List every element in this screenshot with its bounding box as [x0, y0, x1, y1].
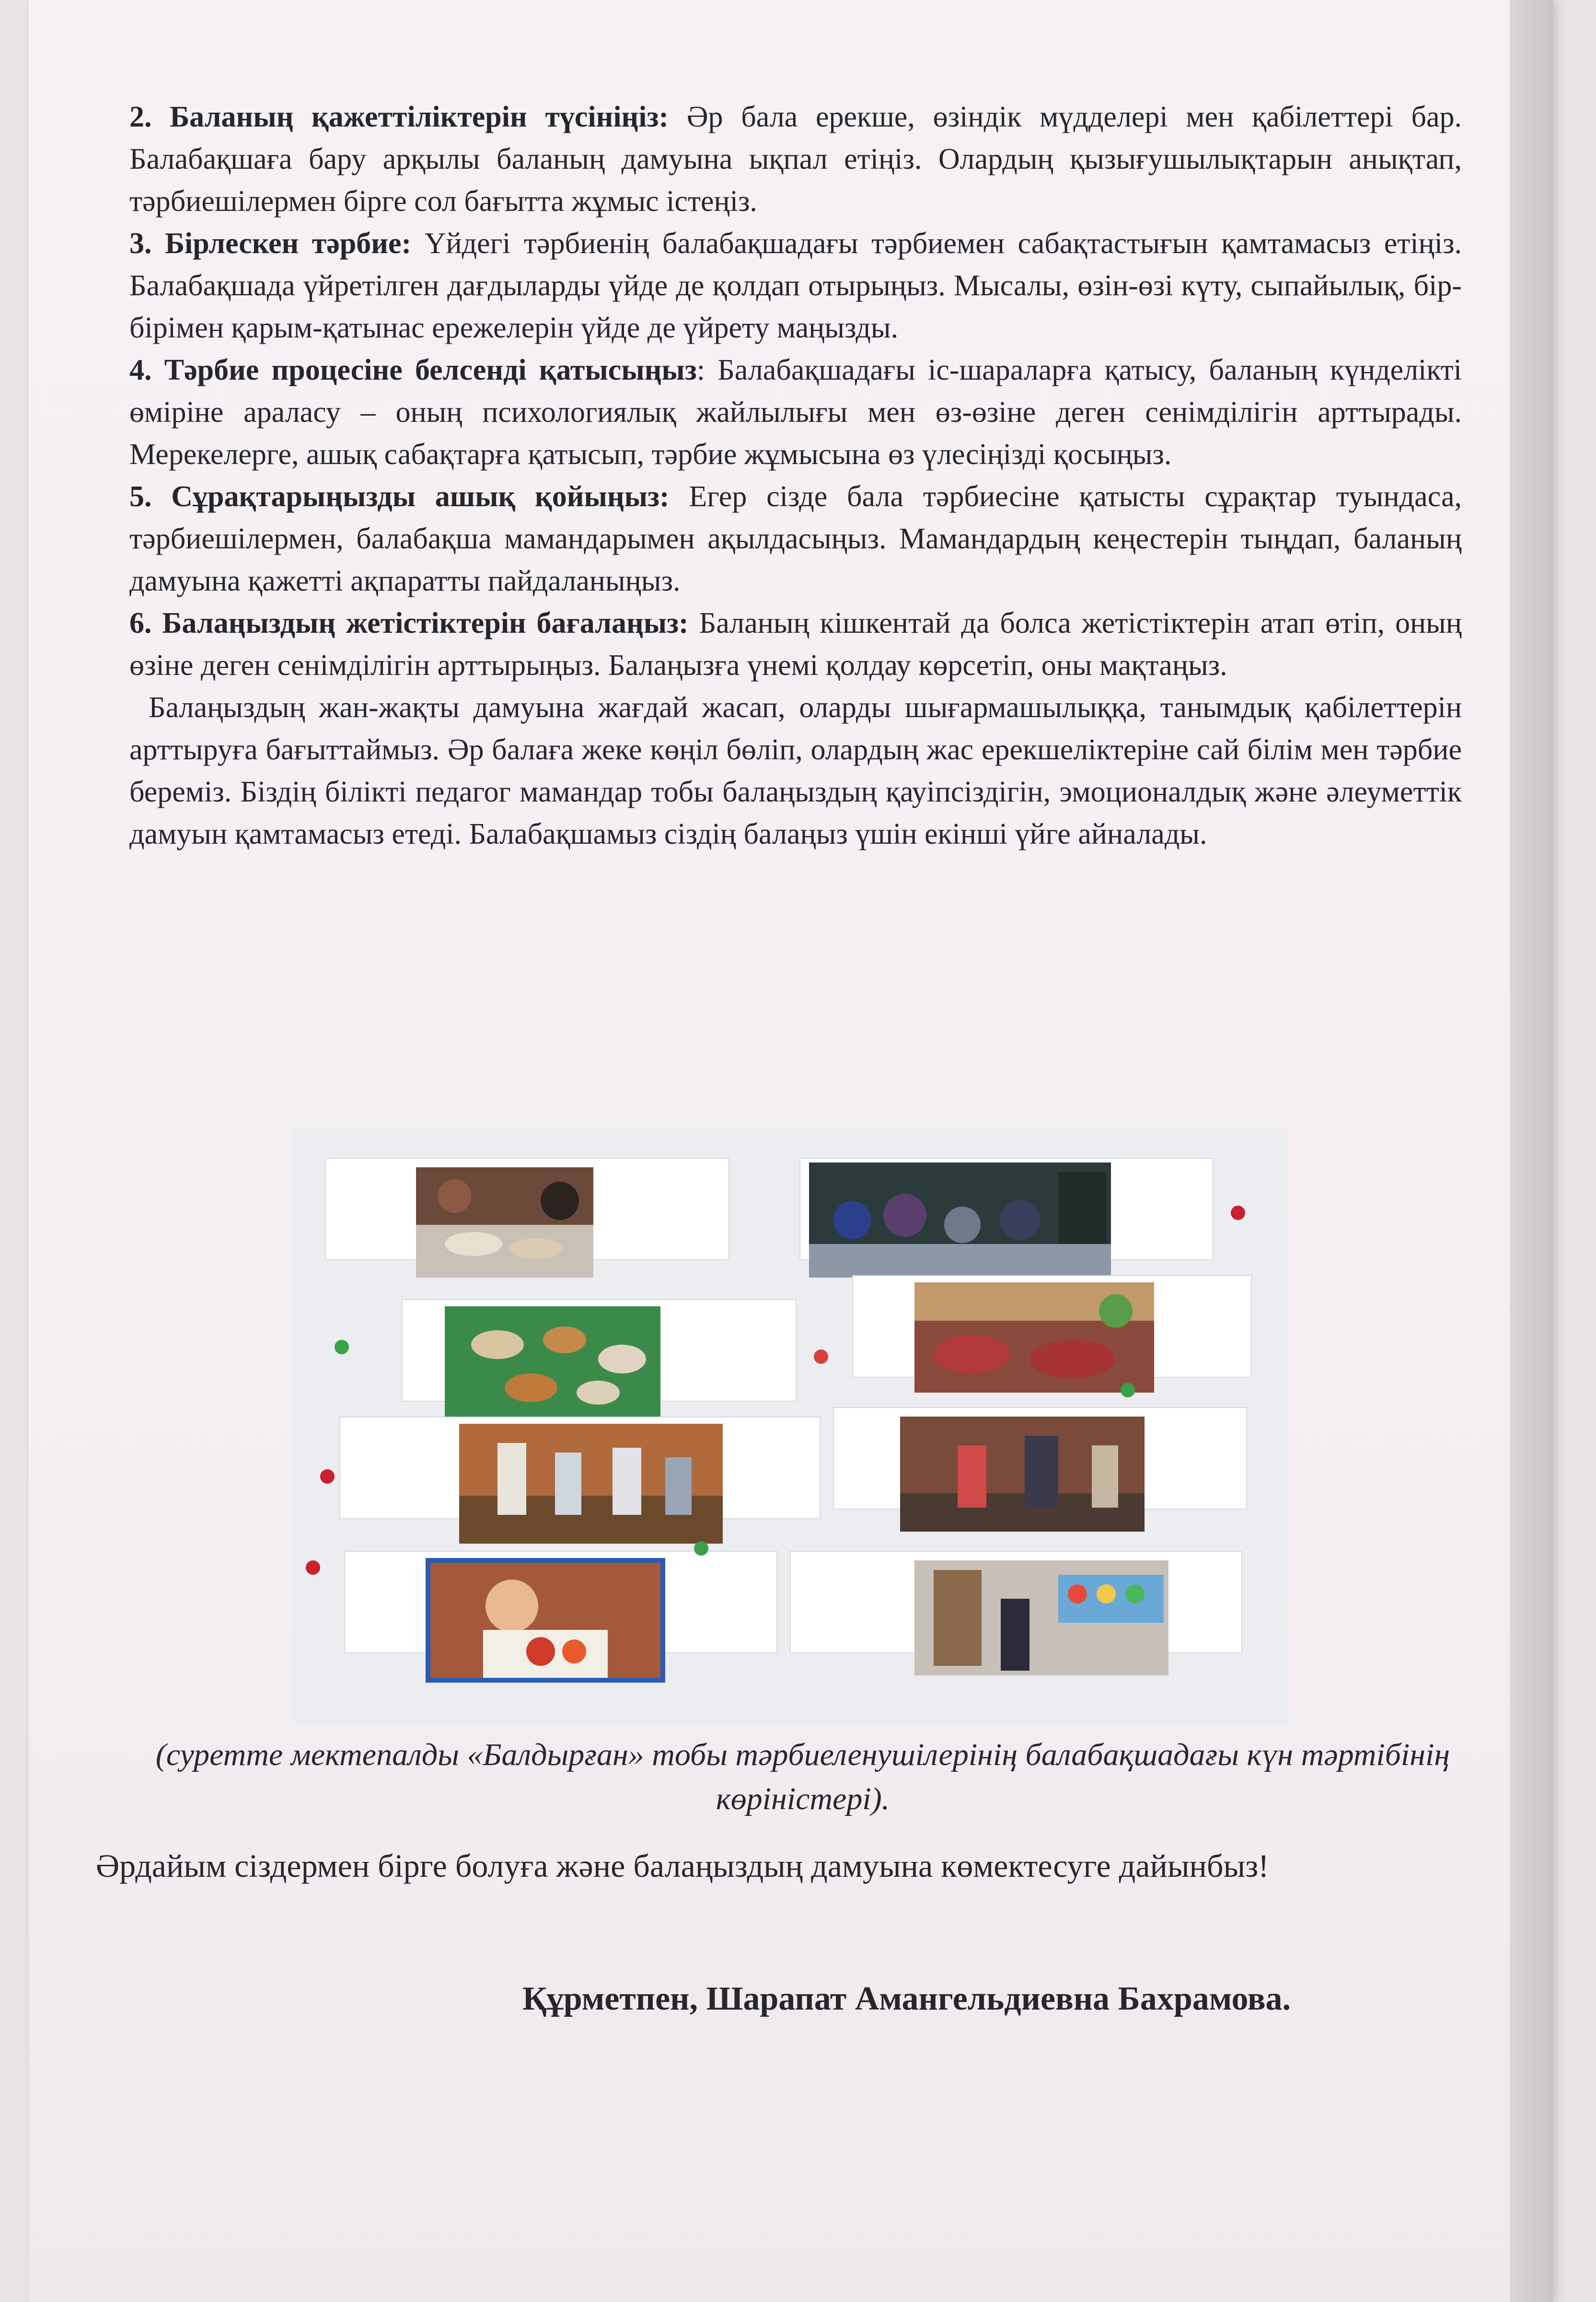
- decorative-dot: [814, 1349, 828, 1364]
- closing-sentence: Әрдайым сіздермен бірге болуға және балаңыздың дамуына көмектесуге дайынбыз!: [96, 1848, 1269, 1884]
- children-in-hallway-photo: [914, 1560, 1168, 1675]
- paragraph-lead: 3. Бірлескен тәрбие:: [129, 227, 412, 260]
- signature-line: Құрметпен, Шарапат Амангельдиевна Бахрамова.: [522, 1980, 1291, 2017]
- decorative-dot: [335, 1340, 349, 1354]
- paragraph-body: Баланың кішкентай да болса жетістіктерін атап өтіп, оның өзіне деген сенімділігін арттырыңыз. Балаңызға үнемі қолдау көрсетіп, оны мақтаңыз.: [129, 607, 1462, 682]
- children-playing-photo: [900, 1417, 1145, 1532]
- decorative-dot: [694, 1541, 708, 1556]
- photo-collage: [291, 1129, 1288, 1723]
- paragraph-lead: 4. Тәрбие процесіне белсенді қатысыңыз: [129, 354, 697, 386]
- dining-room-photo: [914, 1282, 1154, 1393]
- decorative-dot: [306, 1560, 320, 1575]
- decorative-dot: [1231, 1206, 1245, 1220]
- decorative-dot: [1121, 1383, 1135, 1397]
- child-with-drawing-photo: [430, 1563, 660, 1678]
- paragraph-body: : Балабақшадағы іс-шараларға қатысу, баланың күнделікті өміріне араласу – оның психологиялық жайлылығы мен өз-өзіне деген сенімділігін арттырады. Мерекелерге, ашық сабақтарға қатысып, тәрбие жұмысына өз үлесіңізді қосыңыз.: [129, 354, 1462, 471]
- children-at-meal-photo: [416, 1167, 593, 1278]
- paragraph-body: Үйдегі тәрбиенің балабақшадағы тәрбиемен сабақтастығын қамтамасыз етіңіз. Балабақшада үйретілген дағдыларды үйде де қолдап отырыңыз. Мысалы, өзін-өзі күту, сыпайылық, бір-бірімен қарым-қатынас ережелерін үйде де үйрету маңызды.: [129, 227, 1462, 344]
- page-edge-shadow: [1510, 0, 1553, 2302]
- paragraph-2: [129, 96, 1462, 222]
- paragraph-lead: 2. Баланың қажеттіліктерін түсініңіз:: [129, 101, 669, 133]
- summary-paragraph: Балаңыздың жан-жақты дамуына жағдай жасап, оларды шығармашылыққа, танымдық қабілеттерін арттыруға бағыттаймыз. Әр балаға жеке көңіл бөліп, олардың жас ерекшеліктеріне сай білім мен тәрбие береміз. Біздің білікті педагог мамандар тобы балаңыздың қауіпсіздігін, эмоционалдық және әлеуметтік дамуын қамтамасыз етеді. Балабақшамыз сіздің балаңыз үшін екінші үйге айналады.: [129, 691, 1462, 850]
- children-exercise-photo: [459, 1424, 723, 1544]
- paragraph-body: Әр бала ерекше, өзіндік мүдделері мен қабілеттері бар. Балабақшаға бару арқылы баланың дамуына ықпал етіңіз. Олардың қызығушылықтарын анықтап, тәрбиешілермен бірге сол бағытта жұмыс істеңіз.: [129, 101, 1462, 218]
- children-outdoors-winter-photo: [809, 1163, 1111, 1278]
- meal-table-photo: [445, 1306, 660, 1417]
- paragraph-body: Егер сізде бала тәрбиесіне қатысты сұрақтар туындаса, тәрбиешілермен, балабақша мамандарымен ақылдасыңыз. Мамандардың кеңестерін тыңдап, баланың дамуына қажетті ақпаратты пайдаланыңыз.: [129, 480, 1462, 597]
- paragraph-4: [129, 349, 1462, 476]
- decorative-dot: [320, 1469, 335, 1484]
- advice-text: [129, 96, 1462, 855]
- photo-caption: (суретте мектепалды «Балдырған» тобы тәрбиеленушілерінің балабақшадағы күн тәртібінің көріністері).: [155, 1737, 1450, 1816]
- paragraph-3: [129, 222, 1462, 349]
- paragraph-5: [129, 476, 1462, 602]
- paragraph-6: [129, 602, 1462, 686]
- paragraph-lead: 6. Балаңыздың жетістіктерін бағалаңыз:: [129, 607, 689, 639]
- paragraph-lead: 5. Сұрақтарыңызды ашық қойыңыз:: [129, 480, 670, 513]
